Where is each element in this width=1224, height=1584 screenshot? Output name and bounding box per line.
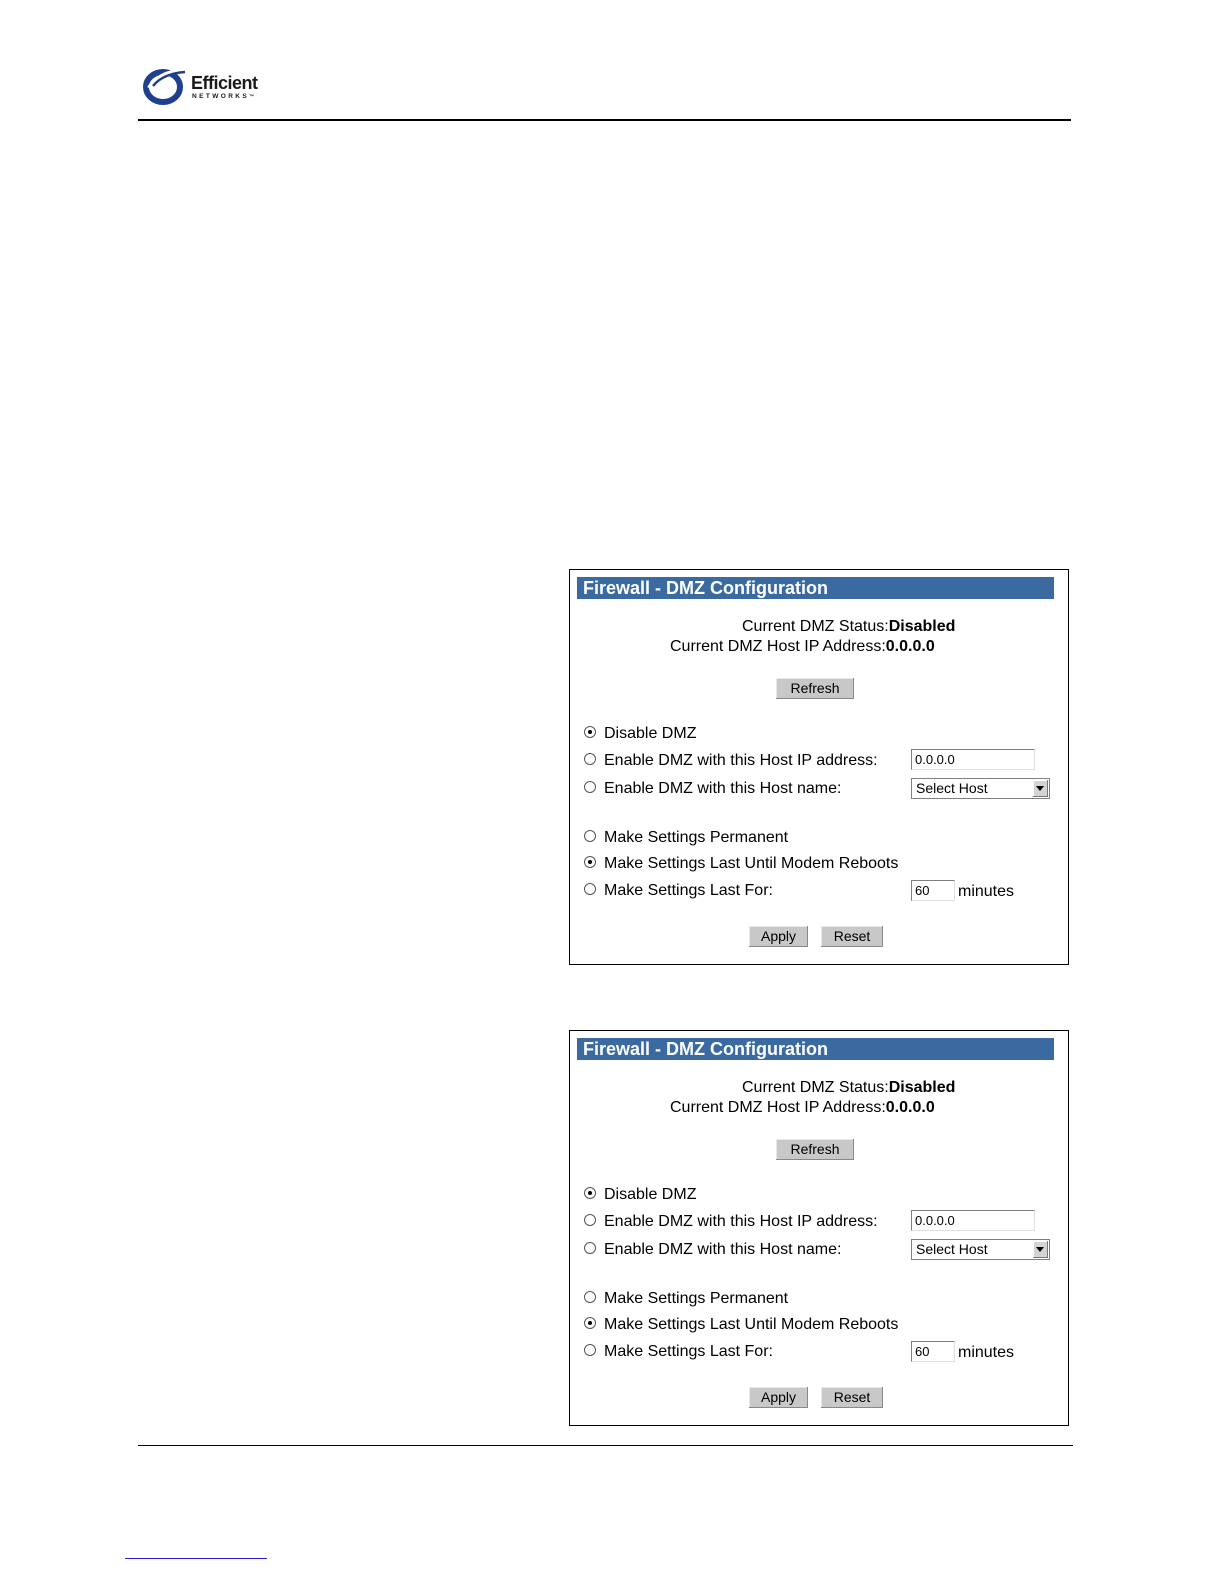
host-select-value: Select Host — [916, 1241, 988, 1257]
radio-enable-dmz-hostname[interactable] — [584, 779, 841, 799]
dmz-config-panel-2 — [569, 1030, 1069, 1426]
radio-settings-permanent[interactable] — [584, 1289, 788, 1309]
radio-settings-until-reboot[interactable] — [584, 854, 898, 874]
refresh-button[interactable]: Refresh — [776, 1139, 854, 1160]
radio-indicator[interactable] — [584, 726, 596, 738]
minutes-input[interactable] — [911, 1341, 955, 1362]
radio-disable-dmz[interactable] — [584, 724, 696, 744]
minutes-unit-label: minutes — [958, 1344, 1015, 1361]
radio-enable-dmz-hostname[interactable] — [584, 1240, 841, 1260]
radio-label: Make Settings Last For: — [604, 1343, 773, 1360]
reset-button[interactable]: Reset — [821, 926, 883, 947]
footer-rule — [138, 1445, 1073, 1446]
radio-label: Enable DMZ with this Host IP address: — [604, 752, 878, 769]
radio-label: Make Settings Permanent — [604, 1290, 789, 1307]
dmz-host-ip-row — [670, 638, 935, 656]
brand-name: Efficient — [191, 73, 258, 93]
radio-indicator[interactable] — [584, 1317, 596, 1329]
dmz-host-ip-value: 0.0.0.0 — [885, 1099, 935, 1116]
host-ip-input[interactable] — [911, 1210, 1035, 1231]
radio-indicator[interactable] — [584, 1291, 596, 1303]
radio-label: Make Settings Permanent — [604, 829, 789, 846]
host-select-value: Select Host — [916, 780, 988, 796]
radio-label: Make Settings Last For: — [604, 882, 773, 899]
dmz-status-label: Current DMZ Status: — [742, 1079, 889, 1096]
dmz-status-row — [742, 1079, 955, 1097]
radio-settings-until-reboot[interactable] — [584, 1315, 898, 1335]
minutes-unit-label: minutes — [958, 883, 1015, 900]
minutes-input[interactable] — [911, 880, 955, 901]
dmz-host-ip-row — [670, 1099, 935, 1117]
header-rule — [138, 119, 1071, 121]
radio-label: Disable DMZ — [604, 1186, 697, 1203]
radio-label: Make Settings Last Until Modem Reboots — [604, 1316, 899, 1333]
dmz-status-row — [742, 618, 955, 636]
chevron-down-icon[interactable] — [1033, 780, 1048, 797]
radio-label: Enable DMZ with this Host name: — [604, 1241, 842, 1258]
host-ip-input[interactable] — [911, 749, 1035, 770]
dmz-status-value: Disabled — [888, 1079, 956, 1096]
radio-indicator[interactable] — [584, 1187, 596, 1199]
apply-button[interactable]: Apply — [749, 1387, 808, 1408]
panel-titlebar — [577, 577, 1054, 599]
dmz-host-ip-label: Current DMZ Host IP Address: — [670, 1099, 886, 1116]
radio-indicator[interactable] — [584, 1242, 596, 1254]
radio-enable-dmz-ip[interactable] — [584, 1212, 878, 1232]
dmz-status-value: Disabled — [888, 618, 956, 635]
logo-swoosh-icon — [143, 66, 189, 106]
radio-label: Disable DMZ — [604, 725, 697, 742]
radio-indicator[interactable] — [584, 1214, 596, 1226]
radio-indicator[interactable] — [584, 856, 596, 868]
panel-titlebar — [577, 1038, 1054, 1060]
chevron-down-icon[interactable] — [1033, 1241, 1048, 1258]
radio-indicator[interactable] — [584, 753, 596, 765]
radio-disable-dmz[interactable] — [584, 1185, 696, 1205]
panel-title: Firewall - DMZ Configuration — [583, 1039, 828, 1059]
dmz-config-panel-1 — [569, 569, 1069, 965]
radio-settings-permanent[interactable] — [584, 828, 788, 848]
radio-indicator[interactable] — [584, 883, 596, 895]
radio-settings-last-for[interactable] — [584, 881, 773, 901]
host-select[interactable] — [911, 778, 1050, 799]
panel-title: Firewall - DMZ Configuration — [583, 578, 828, 598]
dmz-host-ip-value: 0.0.0.0 — [885, 638, 935, 655]
radio-label: Enable DMZ with this Host IP address: — [604, 1213, 878, 1230]
radio-indicator[interactable] — [584, 1344, 596, 1356]
radio-enable-dmz-ip[interactable] — [584, 751, 878, 771]
efficient-networks-logo — [143, 66, 273, 110]
radio-label: Enable DMZ with this Host name: — [604, 780, 842, 797]
dmz-status-label: Current DMZ Status: — [742, 618, 889, 635]
radio-label: Make Settings Last Until Modem Reboots — [604, 855, 899, 872]
dmz-host-ip-label: Current DMZ Host IP Address: — [670, 638, 886, 655]
radio-indicator[interactable] — [584, 830, 596, 842]
brand-subtitle: NETWORKS™ — [192, 93, 255, 100]
host-select[interactable] — [911, 1239, 1050, 1260]
reset-button[interactable]: Reset — [821, 1387, 883, 1408]
apply-button[interactable]: Apply — [749, 926, 808, 947]
footer-link-underline — [125, 1558, 267, 1559]
refresh-button[interactable]: Refresh — [776, 678, 854, 699]
radio-settings-last-for[interactable] — [584, 1342, 773, 1362]
radio-indicator[interactable] — [584, 781, 596, 793]
